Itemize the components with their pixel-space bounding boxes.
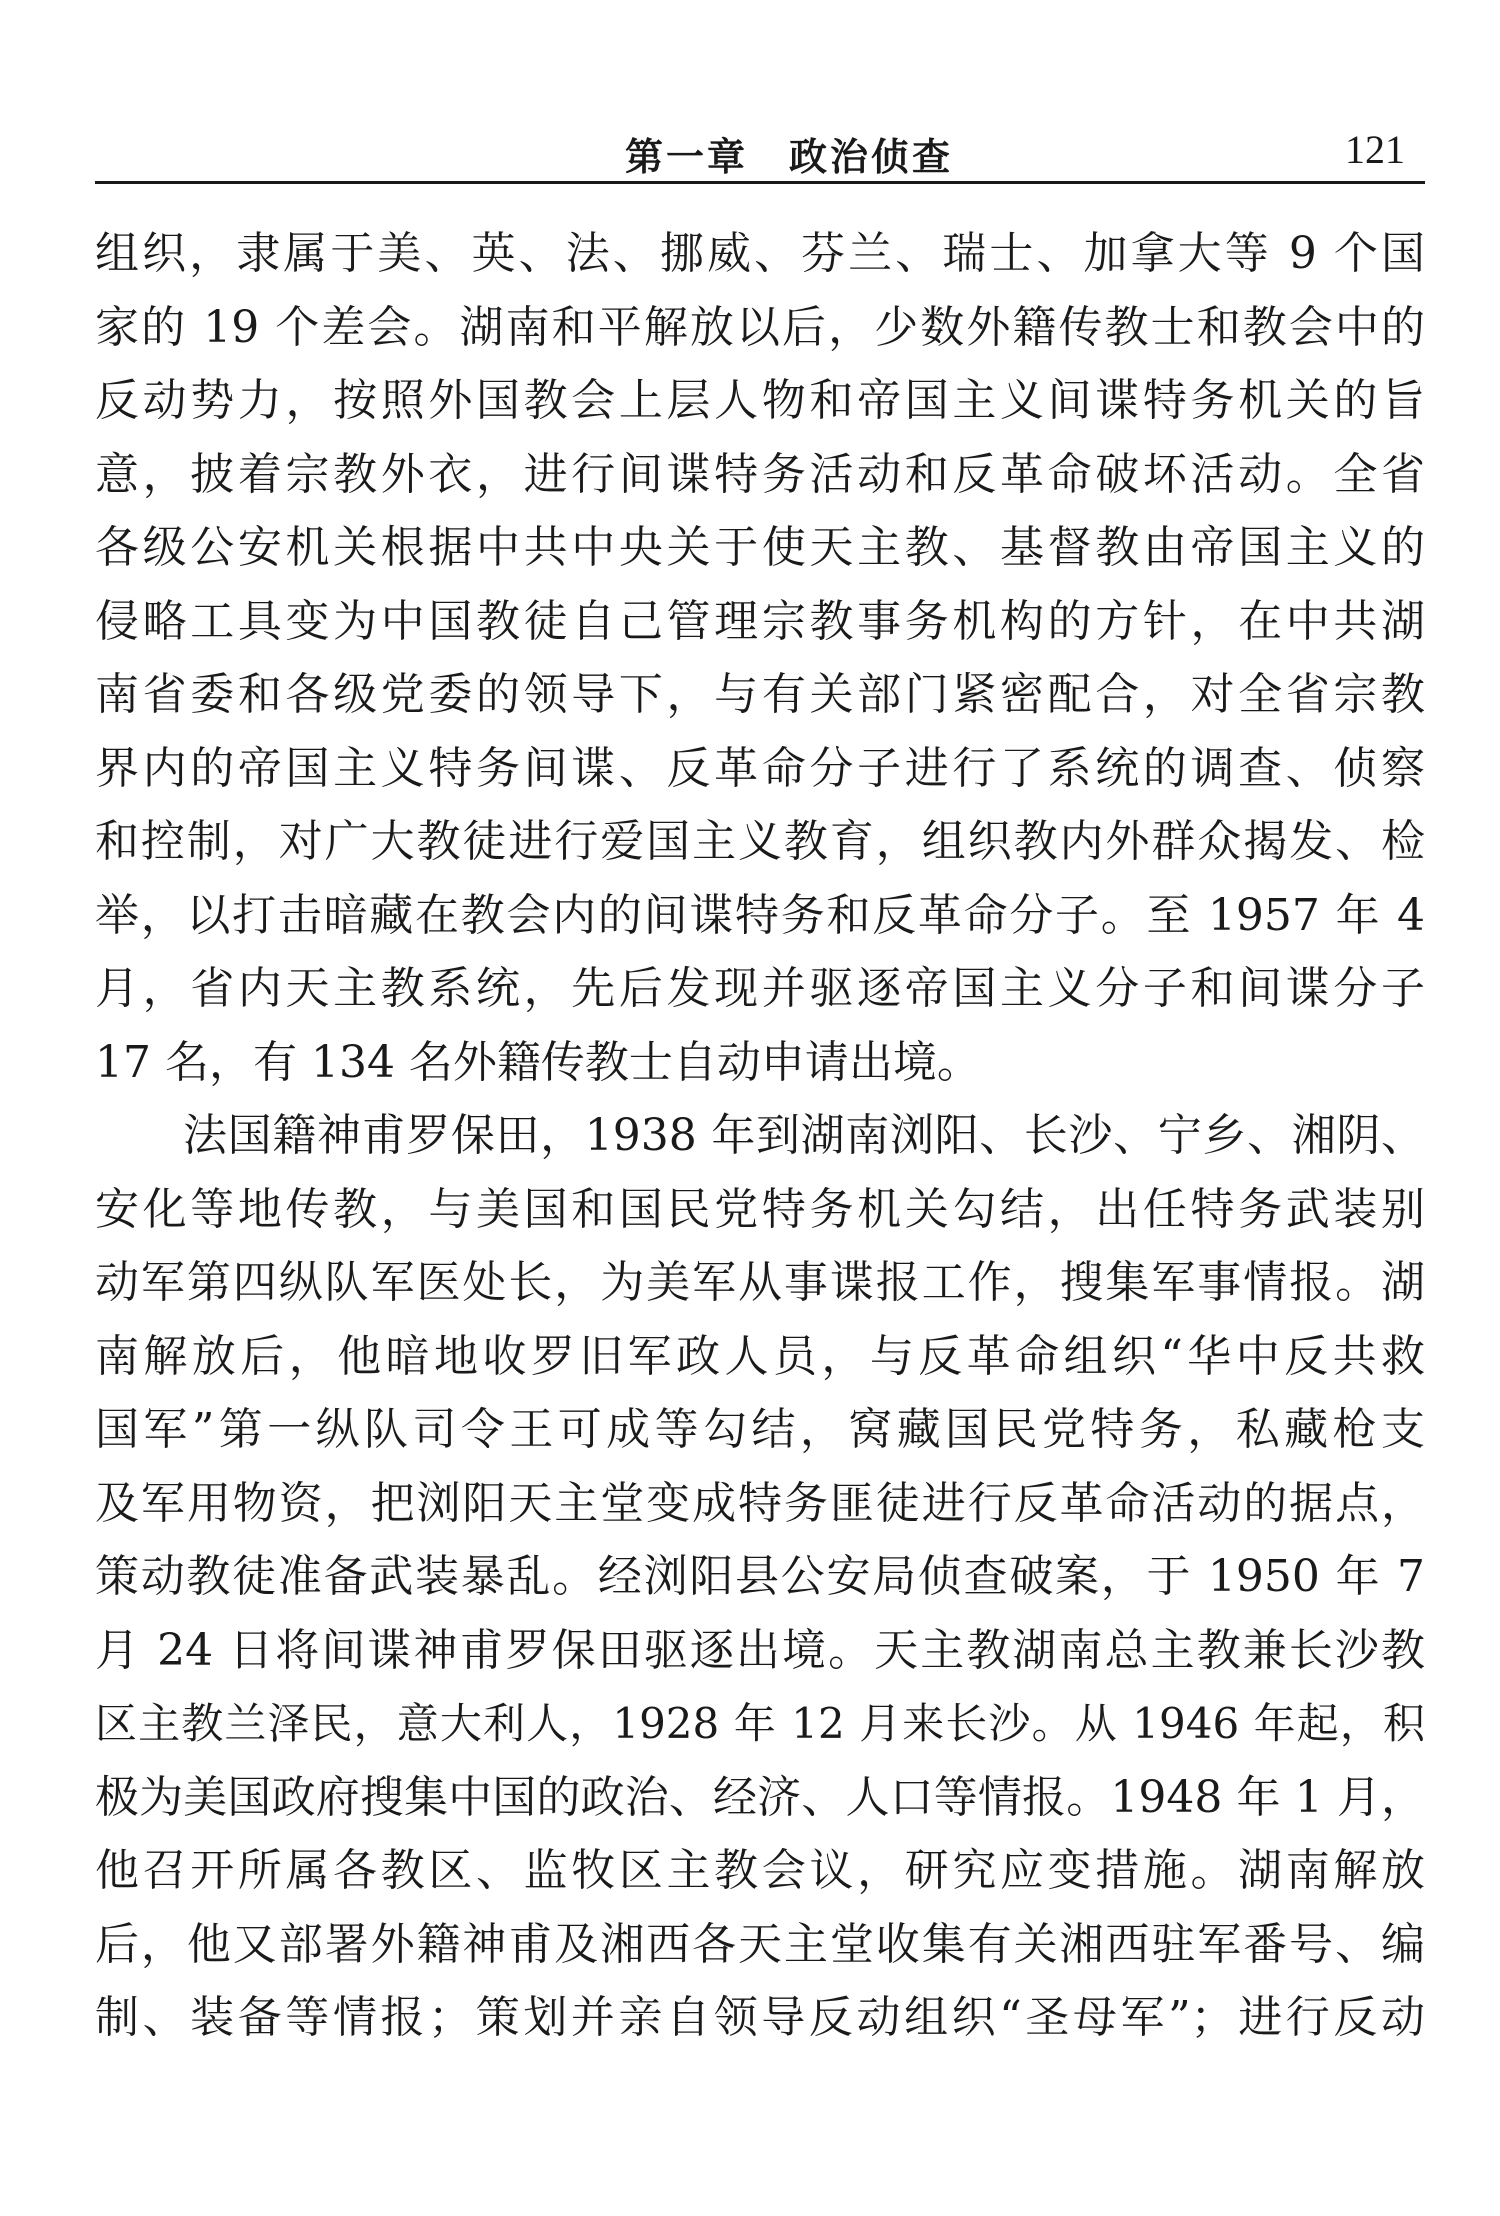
text-line: 国军”第一纵队司令王可成等勾结，窝藏国民党特务，私藏枪支	[95, 1404, 1425, 1455]
text-line: 法国籍神甫罗保田，1938 年到湖南浏阳、长沙、宁乡、湘阴、	[183, 1110, 1425, 1161]
text-line: 制、装备等情报；策划并亲自领导反动组织“圣母军”；进行反动	[95, 1992, 1425, 2043]
text-line: 举，以打击暗藏在教会内的间谍特务和反革命分子。至 1957 年 4	[95, 889, 1425, 941]
text-line: 反动势力，按照外国教会上层人物和帝国主义间谍特务机关的旨	[95, 375, 1425, 426]
page-number: 121	[1345, 127, 1405, 172]
text-line: 动军第四纵队军医处长，为美军从事谍报工作，搜集军事情报。湖	[95, 1257, 1425, 1308]
text-line: 后，他又部署外籍神甫及湘西各天主堂收集有关湘西驻军番号、编	[95, 1918, 1425, 1970]
text-line: 区主教兰泽民，意大利人，1928 年 12 月来长沙。从 1946 年起，积	[95, 1699, 1425, 1748]
text-line: 意，披着宗教外衣，进行间谍特务活动和反革命破坏活动。全省	[95, 448, 1425, 500]
text-line: 侵略工具变为中国教徒自己管理宗教事务机构的方针，在中共湖	[95, 595, 1425, 647]
text-line: 和控制，对广大教徒进行爱国主义教育，组织教内外群众揭发、检	[95, 816, 1425, 867]
text-line: 17 名，有 134 名外籍传教士自动申请出境。	[95, 1036, 981, 1088]
running-header	[95, 108, 1425, 178]
text-line: 安化等地传教，与美国和国民党特务机关勾结，出任特务武装别	[95, 1183, 1425, 1235]
text-line: 及军用物资，把浏阳天主堂变成特务匪徒进行反革命活动的据点，	[95, 1477, 1425, 1529]
header-rule	[95, 181, 1425, 184]
chapter-title: 第一章 政治侦查	[625, 135, 954, 179]
text-line: 极为美国政府搜集中国的政治、经济、人口等情报。1948 年 1 月，	[95, 1771, 1425, 1823]
text-line: 组织，隶属于美、英、法、挪威、芬兰、瑞士、加拿大等 9 个国	[95, 228, 1425, 279]
body-text	[95, 225, 1425, 2063]
text-line: 月，省内天主教系统，先后发现并驱逐帝国主义分子和间谍分子	[95, 963, 1425, 1014]
text-line: 南解放后，他暗地收罗旧军政人员，与反革命组织“华中反共救	[95, 1330, 1425, 1382]
text-line: 界内的帝国主义特务间谍、反革命分子进行了系统的调查、侦察	[95, 742, 1425, 794]
text-line: 月 24 日将间谍神甫罗保田驱逐出境。天主教湖南总主教兼长沙教	[95, 1624, 1425, 1676]
text-line: 策动教徒准备武装暴乱。经浏阳县公安局侦查破案，于 1950 年 7	[95, 1551, 1425, 1602]
text-line: 各级公安机关根据中共中央关于使天主教、基督教由帝国主义的	[95, 522, 1425, 573]
text-line: 南省委和各级党委的领导下，与有关部门紧密配合，对全省宗教	[95, 669, 1425, 720]
text-line: 他召开所属各教区、监牧区主教会议，研究应变措施。湖南解放	[95, 1845, 1425, 1896]
text-line: 家的 19 个差会。湖南和平解放以后，少数外籍传教士和教会中的	[95, 301, 1425, 353]
